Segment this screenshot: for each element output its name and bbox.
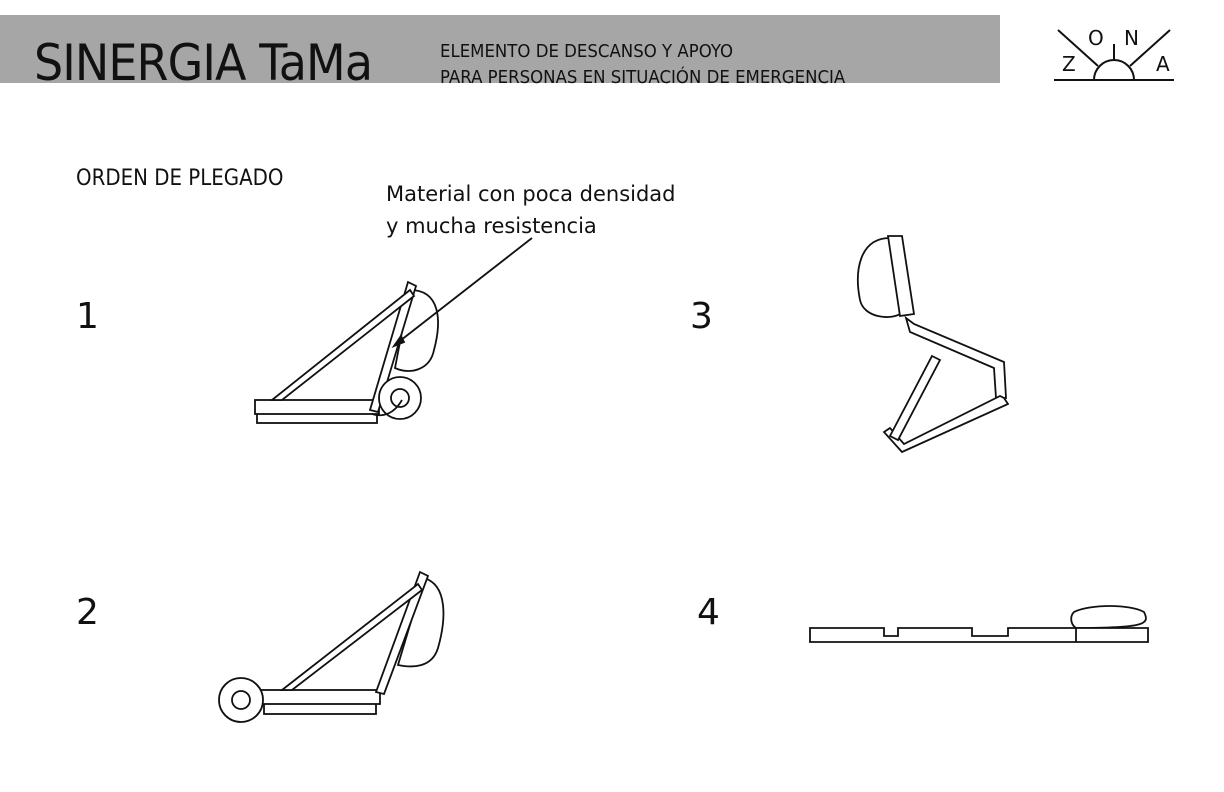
step-number-2: 2 — [76, 592, 99, 633]
subtitle-line-2: PARA PERSONAS EN SITUACIÓN DE EMERGENCIA — [440, 67, 846, 88]
step-3-leg-panel — [890, 356, 940, 440]
step-2-roll-inner — [232, 691, 250, 709]
step-3-drawing — [858, 236, 1008, 452]
section-title: ORDEN DE PLEGADO — [76, 166, 284, 191]
step-2-base-upper — [260, 690, 380, 704]
step-2-drawing — [219, 572, 443, 722]
logo-letter-o: O — [1088, 26, 1104, 50]
step-number-4: 4 — [697, 592, 720, 633]
step-4-drawing — [810, 606, 1148, 642]
subtitle-line-1: ELEMENTO DE DESCANSO Y APOYO — [440, 41, 734, 62]
step-number-3: 3 — [690, 296, 713, 337]
step-number-1: 1 — [76, 296, 99, 337]
step-4-cushion — [1071, 606, 1146, 628]
logo-letter-n: N — [1124, 26, 1139, 50]
page-title: SINERGIA TaMa — [34, 34, 373, 92]
step-1-base-upper — [255, 400, 379, 414]
step-4-board — [810, 628, 1148, 642]
annotation-line-1: Material con poca densidad — [386, 182, 676, 206]
annotation-line-2: y mucha resistencia — [386, 214, 597, 238]
logo-letter-a: A — [1156, 52, 1170, 76]
step-1-drawing — [255, 238, 532, 423]
logo-letter-z: Z — [1062, 52, 1076, 76]
